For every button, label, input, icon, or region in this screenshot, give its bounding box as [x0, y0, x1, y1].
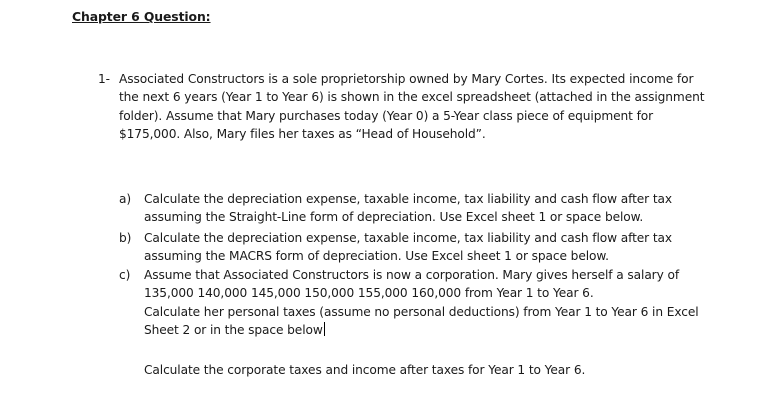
- question-number: 1-: [98, 72, 110, 86]
- part-b-line: assuming the MACRS form of depreciation. Use Excel sheet 1 or space below.: [144, 249, 609, 264]
- part-a-line: Calculate the depreciation expense, taxable income, tax liability and cash flow after tax: [144, 192, 673, 206]
- final-instruction: Calculate the corporate taxes and income after taxes for Year 1 to Year 6.: [144, 363, 586, 377]
- part-b-line: Calculate the depreciation expense, taxable income, tax liability and cash flow after tax: [144, 231, 673, 245]
- part-a-marker: a): [119, 192, 132, 206]
- part-c-line: Assume that Associated Constructors is now a corporation. Mary gives herself a salary of: [144, 268, 680, 282]
- question-line: the next 6 years (Year 1 to Year 6) is shown in the excel spreadsheet (attached in the assignment: [119, 90, 705, 105]
- part-c-marker: c): [119, 268, 131, 282]
- part-b-marker: b): [119, 231, 132, 245]
- part-b-text: [144, 229, 672, 266]
- chapter-heading: Chapter 6 Question:: [72, 9, 211, 24]
- question-paragraph: [119, 70, 719, 144]
- part-c-line: 135,000 140,000 145,000 150,000 155,000 160,000 from Year 1 to Year 6.: [144, 286, 594, 301]
- part-a-line: assuming the Straight-Line form of depreciation. Use Excel sheet 1 or space below.: [144, 210, 644, 225]
- question-line: Associated Constructors is a sole proprietorship owned by Mary Cortes. Its expected income for: [119, 72, 694, 86]
- question-line: folder). Assume that Mary purchases today (Year 0) a 5-Year class piece of equipment for: [119, 108, 654, 123]
- part-c-line: Calculate her personal taxes (assume no personal deductions) from Year 1 to Year 6 in Excel: [144, 304, 699, 319]
- text-cursor: [324, 322, 325, 336]
- part-c-line-with-cursor: [144, 321, 699, 339]
- part-c-line: Sheet 2 or in the space below: [144, 323, 323, 338]
- part-c-text[interactable]: [144, 266, 699, 340]
- part-a-text: [144, 190, 672, 227]
- question-line: $175,000. Also, Mary files her taxes as “Head of Household”.: [119, 127, 486, 142]
